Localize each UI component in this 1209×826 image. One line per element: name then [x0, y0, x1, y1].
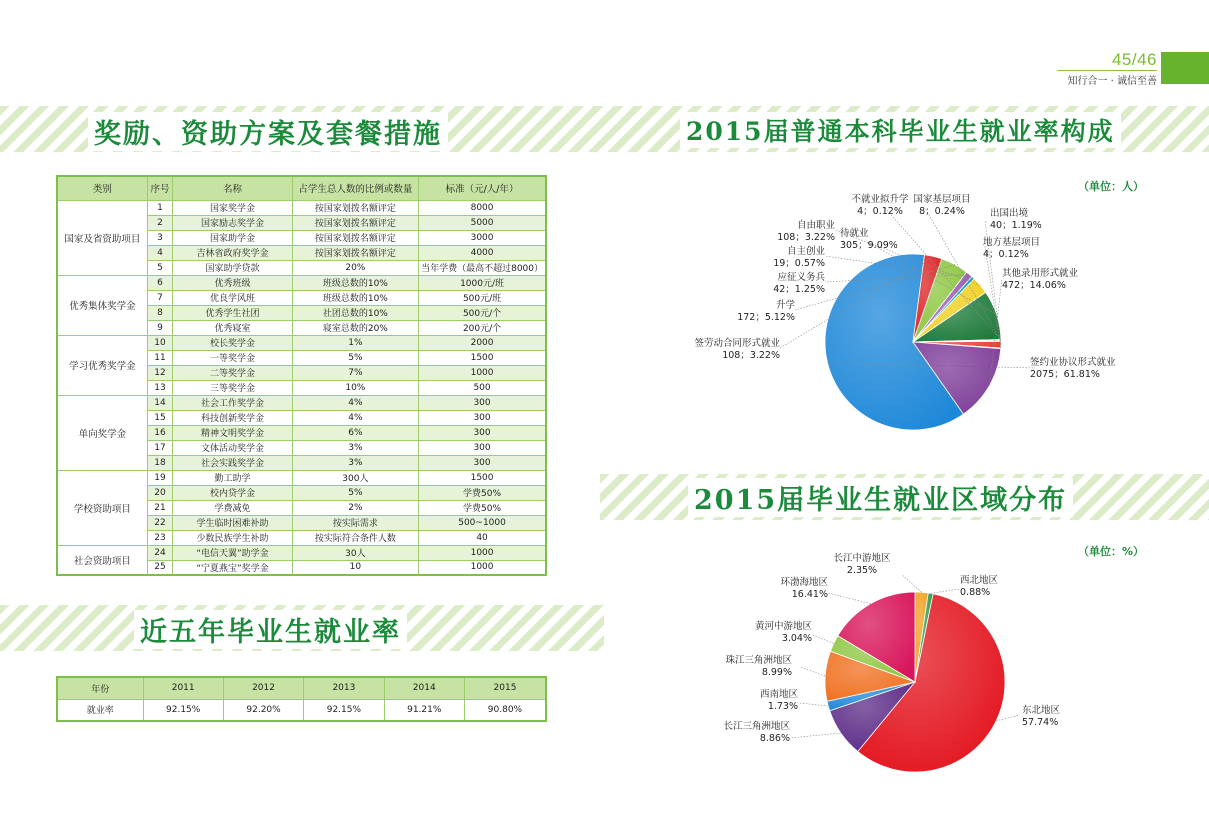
slice-label: 签约业协议形式就业 [1030, 357, 1116, 368]
header-name: 名称 [173, 176, 292, 200]
name-cell: 优秀班级 [173, 275, 292, 290]
index-cell: 1 [147, 200, 173, 215]
leader-line [790, 733, 841, 738]
leader-line [902, 575, 922, 592]
index-cell: 6 [147, 275, 173, 290]
rate-year-cell: 2011 [143, 677, 223, 699]
index-cell: 12 [147, 365, 173, 380]
name-cell: 校内贷学金 [173, 485, 292, 500]
slice-label: 西南地区 [759, 689, 798, 700]
standard-cell: 40 [419, 530, 546, 545]
ratio-cell: 班级总数的10% [292, 290, 418, 305]
page-slogan: 知行合一 · 诚信至善 [1067, 76, 1157, 87]
rate-year-cell: 2013 [304, 677, 384, 699]
slice-label: 待就业 [840, 228, 869, 239]
slice-label: 环渤海地区 [780, 577, 828, 588]
name-cell: 少数民族学生补助 [173, 530, 292, 545]
ratio-cell: 班级总数的10% [292, 275, 418, 290]
leader-line [800, 703, 828, 706]
rate-value-cell: 90.80% [464, 699, 546, 721]
table-row [57, 545, 546, 560]
name-cell: 社会工作奖学金 [173, 395, 292, 410]
index-cell: 11 [147, 350, 173, 365]
ratio-cell: 社团总数的10% [292, 305, 418, 320]
ratio-cell: 按国家划拨名额评定 [292, 245, 418, 260]
standard-cell: 300 [419, 440, 546, 455]
header-index: 序号 [147, 176, 173, 200]
index-cell: 2 [147, 215, 173, 230]
name-cell: 精神文明奖学金 [173, 425, 292, 440]
ratio-cell: 5% [292, 485, 418, 500]
slice-label: 升学 [775, 300, 795, 311]
slice-value-label: 8.86% [759, 733, 790, 744]
aid-program-table [56, 175, 547, 576]
category-cell: 单向奖学金 [57, 395, 147, 470]
header-category: 类别 [57, 176, 147, 200]
standard-cell: 2000 [419, 335, 546, 350]
category-cell: 国家及省资助项目 [57, 200, 147, 275]
index-cell: 3 [147, 230, 173, 245]
slice-value-label: 2.35% [846, 565, 878, 576]
name-cell: 科技创新奖学金 [173, 410, 292, 425]
name-cell: 国家励志奖学金 [173, 215, 292, 230]
standard-cell: 1000元/班 [419, 275, 546, 290]
aid-table-header-row [57, 176, 546, 200]
ratio-cell: 按国家划拨名额评定 [292, 230, 418, 245]
employment-rate-table [56, 676, 547, 722]
index-cell: 4 [147, 245, 173, 260]
standard-cell: 1500 [419, 350, 546, 365]
slice-value-label: 4；0.12% [983, 249, 1029, 260]
index-cell: 16 [147, 425, 173, 440]
standard-cell: 1000 [419, 365, 546, 380]
rate-value-cell: 92.15% [143, 699, 223, 721]
slice-value-label: 108；3.22% [722, 350, 780, 361]
ratio-cell: 1% [292, 335, 418, 350]
slice-label: 长江三角洲地区 [723, 721, 790, 732]
rate-year-cell: 2014 [384, 677, 464, 699]
employment-composition-pie-chart [640, 180, 1209, 470]
standard-cell: 500 [419, 380, 546, 395]
standard-cell: 8000 [419, 200, 546, 215]
name-cell: 学生临时困难补助 [173, 515, 292, 530]
slice-value-label: 108；3.22% [777, 232, 835, 243]
employment-section-title: 2015届普通本科毕业生就业率构成 [680, 112, 1121, 148]
standard-cell: 500元/个 [419, 305, 546, 320]
index-cell: 24 [147, 545, 173, 560]
rate-year-label: 年份 [57, 677, 143, 699]
standard-cell: 500~1000 [419, 515, 546, 530]
name-cell: 二等奖学金 [173, 365, 292, 380]
ratio-cell: 4% [292, 410, 418, 425]
slice-label: 不就业拟升学 [851, 194, 909, 205]
header-ratio: 占学生总人数的比例或数量 [292, 176, 418, 200]
ratio-cell: 按实际需求 [292, 515, 418, 530]
name-cell: 国家奖学金 [173, 200, 292, 215]
standard-cell: 1000 [419, 545, 546, 560]
leader-line [828, 593, 871, 604]
standard-cell: 200元/个 [419, 320, 546, 335]
table-row [57, 275, 546, 290]
standard-cell: 3000 [419, 230, 546, 245]
name-cell: 国家助学贷款 [173, 260, 292, 275]
header-standard: 标准（元/人/年） [419, 176, 546, 200]
ratio-cell: 20% [292, 260, 418, 275]
ratio-cell: 7% [292, 365, 418, 380]
region-unit-label: （单位：%） [1078, 545, 1145, 558]
five-year-section-title: 近五年毕业生就业率 [134, 610, 407, 649]
leader-line [931, 589, 960, 593]
table-row [57, 335, 546, 350]
slice-value-label: 2075；61.81% [1030, 369, 1100, 380]
slice-label: 自由职业 [796, 220, 835, 231]
category-cell: 学校资助项目 [57, 470, 147, 545]
standard-cell: 学费50% [419, 500, 546, 515]
slice-value-label: 8；0.24% [919, 206, 965, 217]
slice-label: 出国出境 [990, 208, 1029, 219]
category-cell: 社会资助项目 [57, 545, 147, 575]
aid-section-title: 奖励、资助方案及套餐措施 [88, 112, 448, 151]
index-cell: 9 [147, 320, 173, 335]
employment-unit-label: （单位：人） [1078, 180, 1144, 193]
slice-value-label: 472；14.06% [1002, 280, 1066, 291]
standard-cell: 300 [419, 395, 546, 410]
ratio-cell: 3% [292, 455, 418, 470]
slice-value-label: 4；0.12% [857, 206, 903, 217]
slice-label: 应征义务兵 [777, 272, 825, 283]
rate-year-cell: 2015 [464, 677, 546, 699]
rate-value-cell: 92.20% [223, 699, 303, 721]
ratio-cell: 10% [292, 380, 418, 395]
name-cell: 文体活动奖学金 [173, 440, 292, 455]
standard-cell: 300 [419, 455, 546, 470]
slice-value-label: 8.99% [761, 667, 792, 678]
name-cell: 优秀寝室 [173, 320, 292, 335]
index-cell: 25 [147, 560, 173, 575]
slice-label: 国家基层项目 [913, 194, 971, 205]
name-cell: 优良学风班 [173, 290, 292, 305]
page-tab-marker [1161, 52, 1209, 84]
slice-value-label: 16.41% [791, 589, 828, 600]
ratio-cell: 2% [292, 500, 418, 515]
ratio-cell: 30人 [292, 545, 418, 560]
rate-year-row [57, 677, 546, 699]
index-cell: 19 [147, 470, 173, 485]
slice-value-label: 172；5.12% [737, 312, 795, 323]
ratio-cell: 6% [292, 425, 418, 440]
ratio-cell: 5% [292, 350, 418, 365]
name-cell: 优秀学生社团 [173, 305, 292, 320]
slice-label: 签劳动合同形式就业 [694, 338, 780, 349]
standard-cell: 500元/班 [419, 290, 546, 305]
index-cell: 18 [147, 455, 173, 470]
slice-label: 珠江三角洲地区 [725, 655, 792, 666]
rate-value-cell: 92.15% [304, 699, 384, 721]
ratio-cell: 3% [292, 440, 418, 455]
rate-year-cell: 2012 [223, 677, 303, 699]
region-distribution-pie-chart [640, 545, 1209, 775]
name-cell: 社会实践奖学金 [173, 455, 292, 470]
standard-cell: 300 [419, 425, 546, 440]
name-cell: “宁夏燕宝”奖学金 [173, 560, 292, 575]
standard-cell: 4000 [419, 245, 546, 260]
category-cell: 优秀集体奖学金 [57, 275, 147, 335]
index-cell: 5 [147, 260, 173, 275]
slice-label: 其他录用形式就业 [1002, 268, 1079, 279]
rate-value-cell: 91.21% [384, 699, 464, 721]
table-row [57, 395, 546, 410]
table-row [57, 470, 546, 485]
standard-cell: 学费50% [419, 485, 546, 500]
standard-cell: 300 [419, 410, 546, 425]
name-cell: “电信天翼”助学金 [173, 545, 292, 560]
index-cell: 21 [147, 500, 173, 515]
index-cell: 15 [147, 410, 173, 425]
slice-label: 自主创业 [786, 246, 825, 257]
ratio-cell: 按国家划拨名额评定 [292, 215, 418, 230]
standard-cell: 1500 [419, 470, 546, 485]
name-cell: 勤工助学 [173, 470, 292, 485]
name-cell: 一等奖学金 [173, 350, 292, 365]
name-cell: 校长奖学金 [173, 335, 292, 350]
slice-label: 长江中游地区 [833, 553, 891, 564]
name-cell: 国家助学金 [173, 230, 292, 245]
slice-value-label: 1.73% [767, 701, 798, 712]
category-cell: 学习优秀奖学金 [57, 335, 147, 395]
leader-line [812, 635, 834, 643]
index-cell: 14 [147, 395, 173, 410]
index-cell: 7 [147, 290, 173, 305]
index-cell: 13 [147, 380, 173, 395]
slice-value-label: 57.74% [1022, 717, 1059, 728]
slice-label: 地方基层项目 [983, 237, 1041, 248]
index-cell: 8 [147, 305, 173, 320]
slice-value-label: 3.04% [781, 633, 812, 644]
standard-cell: 5000 [419, 215, 546, 230]
index-cell: 17 [147, 440, 173, 455]
slice-value-label: 42；1.25% [773, 284, 825, 295]
index-cell: 23 [147, 530, 173, 545]
slice-value-label: 305；9.09% [840, 240, 898, 251]
index-cell: 10 [147, 335, 173, 350]
ratio-cell: 4% [292, 395, 418, 410]
leader-line [800, 667, 825, 676]
page-number: 45/46 [1111, 50, 1157, 69]
name-cell: 学费减免 [173, 500, 292, 515]
slice-value-label: 19；0.57% [773, 258, 825, 269]
ratio-cell: 寝室总数的20% [292, 320, 418, 335]
name-cell: 三等奖学金 [173, 380, 292, 395]
index-cell: 20 [147, 485, 173, 500]
standard-cell: 当年学费（最高不超过8000） [419, 260, 546, 275]
ratio-cell: 按国家划拨名额评定 [292, 200, 418, 215]
name-cell: 吉林省政府奖学金 [173, 245, 292, 260]
index-cell: 22 [147, 515, 173, 530]
slice-label: 西北地区 [960, 575, 999, 586]
slice-value-label: 0.88% [960, 587, 991, 598]
table-row [57, 200, 546, 215]
ratio-cell: 按实际符合条件人数 [292, 530, 418, 545]
ratio-cell: 300人 [292, 470, 418, 485]
rate-value-row [57, 699, 546, 721]
standard-cell: 1000 [419, 560, 546, 575]
leader-line [996, 715, 1020, 721]
slice-label: 黄河中游地区 [754, 621, 812, 632]
rate-value-label: 就业率 [57, 699, 143, 721]
region-section-title: 2015届毕业生就业区域分布 [688, 478, 1073, 517]
slice-label: 东北地区 [1022, 705, 1061, 716]
ratio-cell: 10 [292, 560, 418, 575]
header-rule [1057, 70, 1157, 71]
slice-value-label: 40；1.19% [990, 220, 1042, 231]
